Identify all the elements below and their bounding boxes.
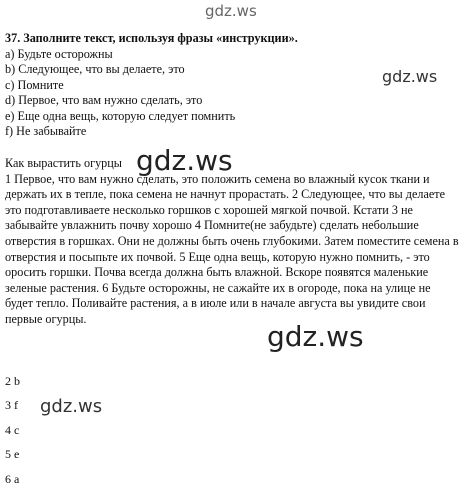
phrase-b: b) Следующее, что вы делаете, это [5, 62, 185, 76]
phrase-c: c) Помните [5, 77, 64, 92]
watermark-middle: gdz.ws [136, 144, 233, 177]
watermark-lower: gdz.ws [267, 320, 364, 353]
answer-item: 5 e [5, 447, 20, 461]
task-title: 37. Заполните текст, используя фразы «инструкции». [5, 31, 298, 45]
story-body: 1 Первое, что вам нужно сделать, это положить семена во влажный кусок ткани и держать их в тепле, пока семена не начнут прорастать. 2 Следующее, что вы делаете это подготавливаете несколько горшков с хорошей мягкой почвой. Кстати 3 не забывайте увлажнить почву хорошо 4 Помните(не забудьте) сделать небольшие отверстия в горшках. Они не должны быть очень глубокими. Затем поместите семена в отверстия и посыпьте их почвой. 5 Еще одна вещь, которую нужно помнить, - это оросить горшки. Почва всегда должна быть влажной. Вскоре появятся маленькие зеленые растения. 6 Будьте осторожны, не сажайте их в огороде, пока на улице не будет тепло. Поливайте растения, а в июле или в начале августа вы увидите свои первые огурцы. [5, 171, 459, 326]
answer-item: 4 c [5, 423, 20, 437]
phrase-a: a) Будьте осторожны [5, 46, 113, 61]
watermark-right: gdz.ws [382, 67, 438, 86]
watermark-top: gdz.ws [205, 2, 257, 20]
watermark-bottom: gdz.ws [40, 396, 103, 417]
answer-item: 2 b [5, 374, 20, 388]
phrase-e: e) Еще одна вещь, которую следует помнить [5, 108, 236, 123]
phrase-d: d) Первое, что вам нужно сделать, это [5, 93, 203, 107]
task-block [5, 31, 460, 140]
story-heading: Как вырастить огурцы [5, 156, 122, 170]
story-block [5, 156, 460, 328]
answer-item: 6 a [5, 472, 20, 486]
answer-item: 3 f [5, 398, 18, 412]
phrase-f: f) Не забывайте [5, 124, 87, 138]
